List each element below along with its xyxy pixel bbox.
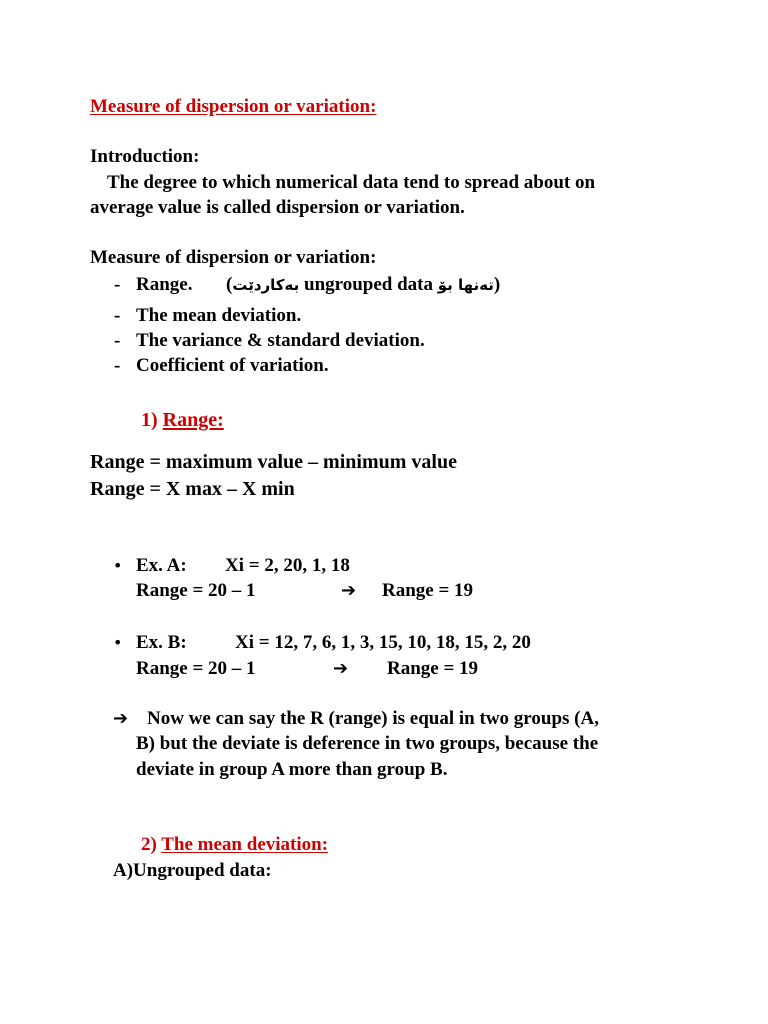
example-b-result: Range = 19 <box>387 658 479 679</box>
example-a-calc: Range = 20 – 1 <box>136 580 256 601</box>
section-number: 2) <box>141 834 157 855</box>
bullet-icon: • <box>113 633 123 652</box>
section-title: Range: <box>162 409 224 431</box>
arrow-icon: ➔ <box>113 708 129 729</box>
example-b-values: Xi = 12, 7, 6, 1, 3, 15, 10, 18, 15, 2, 20 <box>235 632 531 653</box>
kurdish-note-only-for: تەنها بۆ <box>437 276 494 294</box>
list-item-mean-deviation: The mean deviation. <box>136 305 302 326</box>
ungrouped-data-heading: A)Ungrouped data: <box>113 860 272 881</box>
intro-heading: Introduction: <box>90 146 200 167</box>
list-dash: - <box>114 305 121 326</box>
measures-heading: Measure of dispersion or variation: <box>90 247 377 268</box>
list-item-coefficient: Coefficient of variation. <box>136 355 329 376</box>
list-item-range <box>136 273 500 297</box>
conclusion-line-3: deviate in group A more than group B. <box>136 759 448 780</box>
kurdish-note-used: بەکاردێت <box>232 276 300 294</box>
document-title: Measure of dispersion or variation: <box>90 96 377 117</box>
example-a-values: Xi = 2, 20, 1, 18 <box>225 555 350 576</box>
conclusion-line-1: Now we can say the R (range) is equal in two groups (A, <box>147 708 599 729</box>
section-1-heading <box>141 408 224 432</box>
intro-text-line-2: average value is called dispersion or variation. <box>90 197 465 218</box>
list-dash: - <box>114 355 121 376</box>
section-number: 1) <box>141 409 158 431</box>
conclusion-line-2: B) but the deviate is deference in two groups, because the <box>136 733 599 754</box>
example-b-label: Ex. B: <box>136 632 187 653</box>
list-dash: - <box>114 274 121 295</box>
arrow-icon: ➔ <box>333 658 349 679</box>
range-note: (بەکاردێت ungrouped data تەنها بۆ) <box>225 274 501 295</box>
bullet-icon: • <box>113 556 123 575</box>
example-b-calc: Range = 20 – 1 <box>136 658 256 679</box>
example-a-result: Range = 19 <box>382 580 474 601</box>
section-title: The mean deviation: <box>161 834 329 855</box>
list-item-variance: The variance & standard deviation. <box>136 330 425 351</box>
section-2-heading <box>141 833 328 857</box>
range-formula-1: Range = maximum value – minimum value <box>90 451 457 473</box>
arrow-icon: ➔ <box>341 580 357 601</box>
list-dash: - <box>114 330 121 351</box>
intro-text-line-1: The degree to which numerical data tend to spread about on <box>107 172 596 193</box>
range-formula-2: Range = X max – X min <box>90 478 295 500</box>
list-item-label: Range. <box>136 274 193 295</box>
example-a-label: Ex. A: <box>136 555 187 576</box>
